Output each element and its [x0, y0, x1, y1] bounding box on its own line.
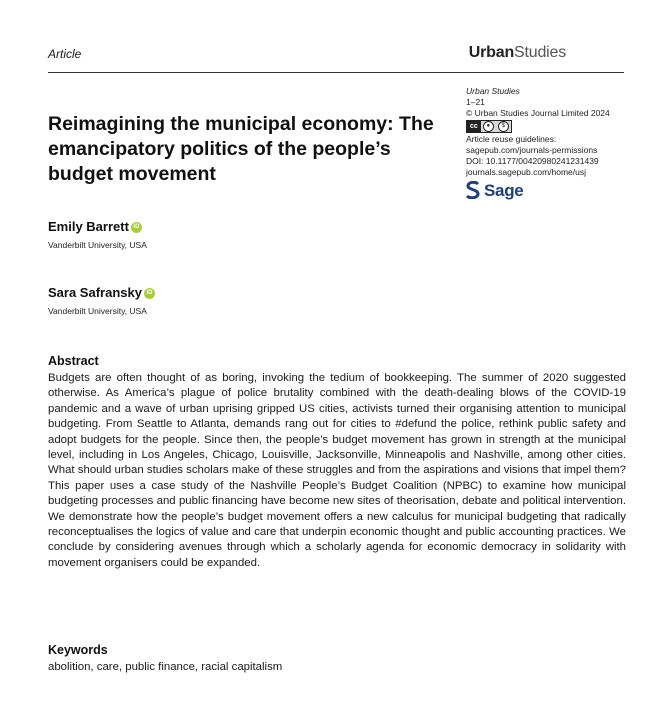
author-name: [48, 219, 142, 234]
abstract-text: Budgets are often thought of as boring, invoking the tedium of bookkeeping. The summer of 2020 suggested otherwise. As America’s plague of police brutality combined with the death-dealing blows of the COVID-19 pandemic and a wave of urban uprising gripped US cities, activists turned their organising attention to municipal budgeting. From Seattle to Atlanta, demands rang out for cities to #defund the police, rethink public safety and adopt budgets for the people. Since then, the people’s budget movement has grown in strength at the municipal level, including in Los Angeles, Chicago, Louisville, Jacksonville, Minneapolis and Nashville, among other cities. What should urban studies scholars make of these struggles and from the aspirations and visions that impel them? This paper uses a case study of the Nashville People’s Budget Coalition (NPBC) to examine how municipal budgeting processes and public financing have become new sites of theorisation, debate and political intervention. We demonstrate how the people’s budget movement offers a new calculus for municipal budgeting that radically reconceptualises the logics of value and care that underpin economic thought and public accounting practices. We conclude by considering avenues through which a scholarly agenda for economic democracy in solidarity with movement organisers could be expanded.: [48, 372, 626, 569]
article-title: Reimagining the municipal economy: The emancipatory politics of the people’s budget movement: [48, 113, 434, 185]
header-rule: [48, 72, 624, 73]
meta-reuse-label: Article reuse guidelines:: [466, 134, 557, 144]
cc-nc-icon: $: [498, 121, 509, 132]
cc-by-icon: ●: [483, 121, 494, 132]
cc-icon: cc: [467, 121, 481, 132]
orcid-icon[interactable]: iD: [131, 222, 142, 233]
cc-license-badge[interactable]: [466, 120, 512, 133]
meta-pages: 1–21: [466, 97, 485, 107]
article-meta: [466, 86, 646, 199]
publisher-name: Sage: [484, 180, 524, 200]
publisher-logo: [466, 181, 646, 199]
journal-logo: [469, 44, 566, 62]
abstract-heading: Abstract: [48, 354, 99, 368]
orcid-icon[interactable]: iD: [144, 288, 155, 299]
keywords-heading: Keywords: [48, 643, 108, 657]
meta-journal-name: Urban Studies: [466, 86, 520, 96]
author-2-affiliation: Vanderbilt University, USA: [48, 306, 147, 316]
meta-copyright: © Urban Studies Journal Limited 2024: [466, 108, 610, 118]
meta-doi[interactable]: DOI: 10.1177/00420980241231439: [466, 156, 599, 166]
author-1-affiliation: Vanderbilt University, USA: [48, 240, 147, 250]
meta-reuse-link[interactable]: sagepub.com/journals-permissions: [466, 145, 598, 155]
article-type-label: Article: [48, 47, 82, 61]
author-name: [48, 285, 155, 300]
author-1-name: Emily Barrett: [48, 219, 129, 234]
journal-logo-bold: Urban: [468, 44, 515, 61]
sage-logo-icon: [466, 181, 480, 199]
keywords-text: abolition, care, public finance, racial capitalism: [48, 661, 283, 673]
journal-logo-light: Studies: [514, 44, 566, 61]
author-2-name: Sara Safransky: [48, 285, 142, 300]
meta-journal-link[interactable]: journals.sagepub.com/home/usj: [466, 167, 587, 177]
